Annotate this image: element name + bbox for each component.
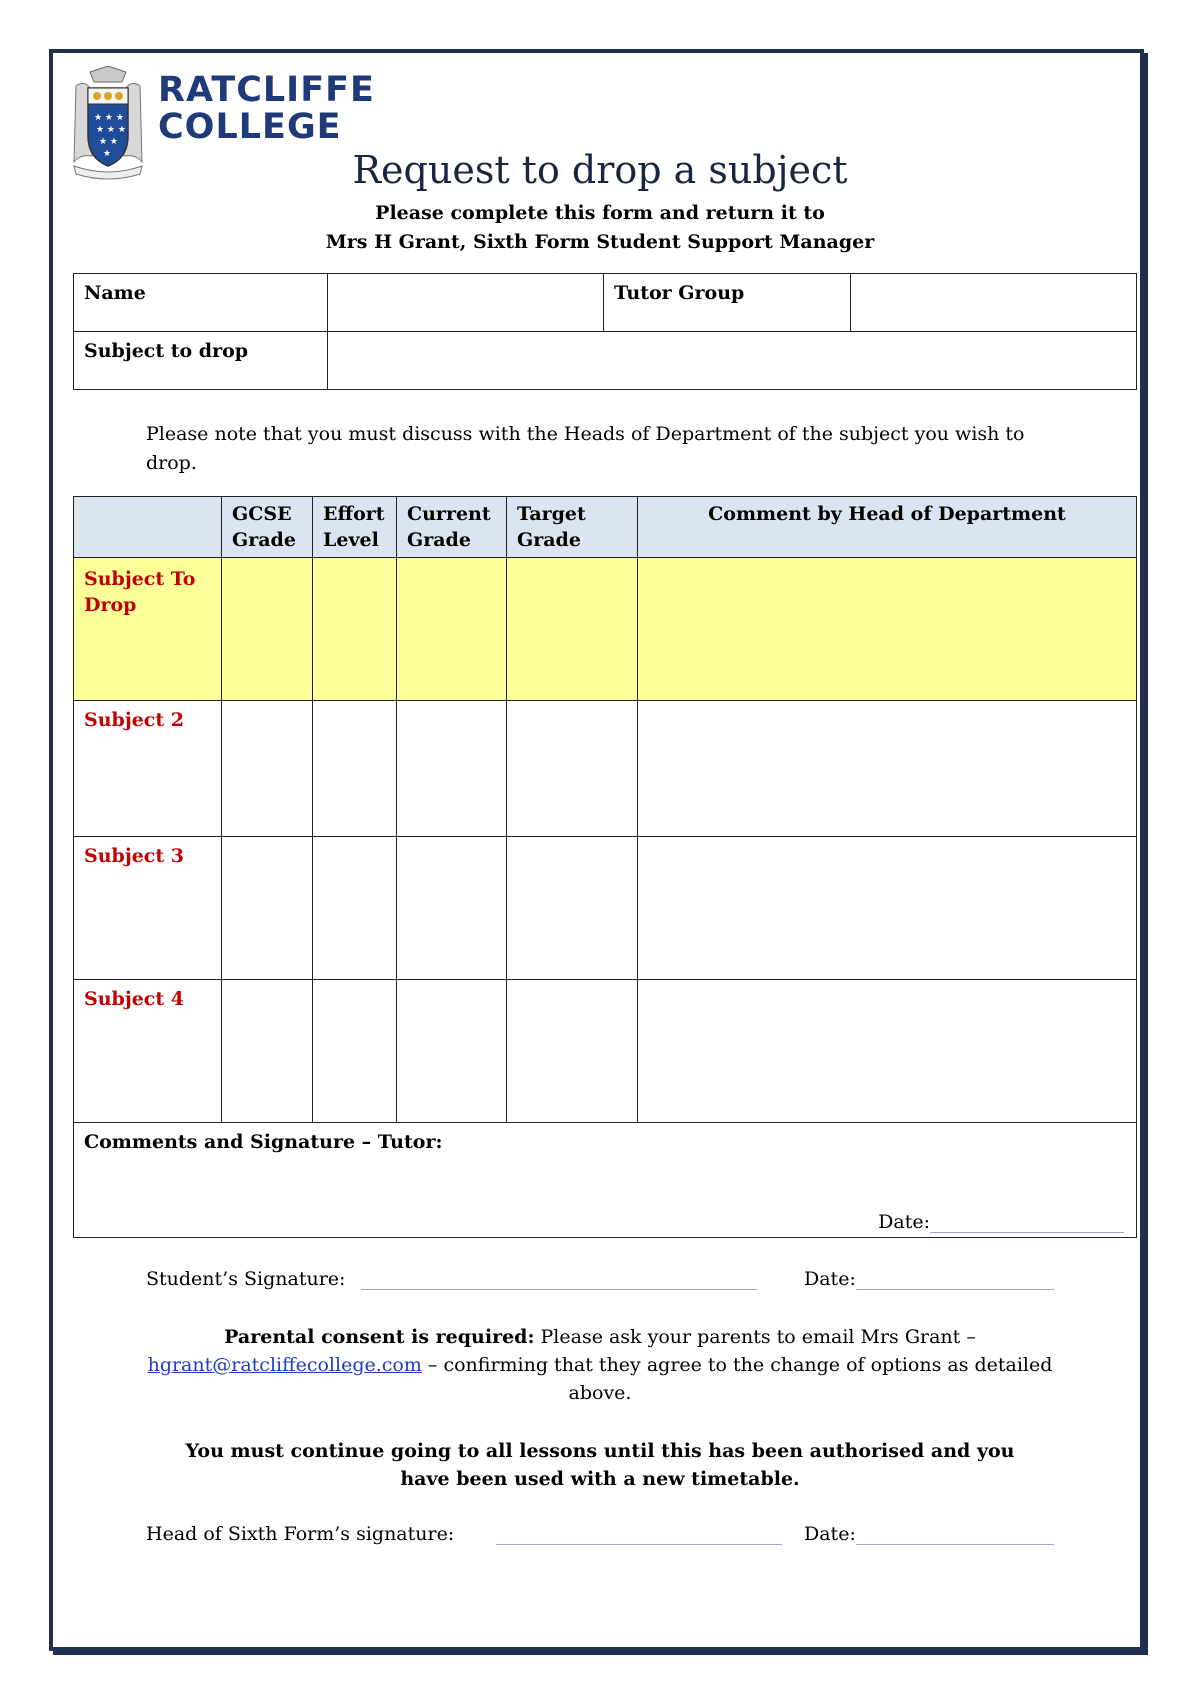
name-label: Name (74, 274, 328, 332)
subject-to-drop-field[interactable] (328, 332, 1137, 390)
svg-text:★ ★: ★ ★ (99, 137, 118, 147)
logo-wordmark: RATCLIFFE COLLEGE (158, 70, 375, 147)
header-comment-hod: Comment by Head of Department (638, 497, 1137, 558)
tutor-date (878, 1211, 1124, 1233)
tutor-comments-row (74, 1123, 1137, 1238)
target-grade-cell[interactable] (507, 980, 638, 1123)
comment-cell[interactable] (638, 980, 1137, 1123)
table-row (74, 558, 1137, 701)
gcse-grade-cell[interactable] (222, 558, 313, 701)
effort-level-cell[interactable] (313, 701, 397, 837)
current-grade-cell[interactable] (397, 980, 507, 1123)
name-field[interactable] (328, 274, 604, 332)
head-signature-line[interactable] (496, 1526, 782, 1545)
head-date-label: Date: (804, 1523, 856, 1545)
comment-cell[interactable] (638, 701, 1137, 837)
svg-text:★ ★ ★: ★ ★ ★ (96, 125, 126, 135)
student-signature-line[interactable] (361, 1271, 757, 1290)
current-grade-cell[interactable] (397, 837, 507, 980)
target-grade-cell[interactable] (507, 701, 638, 837)
header-effort-level: Effort Level (313, 497, 397, 558)
table-row (74, 980, 1137, 1123)
comment-cell[interactable] (638, 558, 1137, 701)
student-signature-label: Student’s Signature: (146, 1268, 346, 1290)
current-grade-cell[interactable] (397, 701, 507, 837)
header-target-grade: Target Grade (507, 497, 638, 558)
head-signature-row (146, 1523, 782, 1545)
effort-level-cell[interactable] (313, 558, 397, 701)
consent-text-1: Please ask your parents to email Mrs Grant – (534, 1326, 976, 1348)
consent-text-2: – confirming that they agree to the change of options as detailed above. (421, 1354, 1053, 1404)
effort-level-cell[interactable] (313, 980, 397, 1123)
row-subject-2: Subject 2 (74, 701, 222, 837)
tutor-date-label: Date: (878, 1211, 930, 1233)
subject-to-drop-label: Subject to drop (74, 332, 328, 390)
head-signature-label: Head of Sixth Form’s signature: (146, 1523, 455, 1545)
header-blank (74, 497, 222, 558)
target-grade-cell[interactable] (507, 837, 638, 980)
tutor-comments-cell[interactable] (74, 1123, 1137, 1238)
parental-consent (140, 1323, 1060, 1407)
tutor-group-field[interactable] (851, 274, 1137, 332)
page-title: Request to drop a subject (352, 148, 848, 192)
subject-grades-table (73, 496, 1137, 1238)
head-date-row (804, 1523, 1054, 1545)
gcse-grade-cell[interactable] (222, 837, 313, 980)
subtitle-line-1: Please complete this form and return it to (375, 202, 825, 224)
row-subject-3: Subject 3 (74, 837, 222, 980)
tutor-date-line[interactable] (930, 1214, 1124, 1233)
header-gcse-grade: GCSE Grade (222, 497, 313, 558)
gcse-grade-cell[interactable] (222, 980, 313, 1123)
table-row (74, 701, 1137, 837)
header-current-grade: Current Grade (397, 497, 507, 558)
discussion-note: Please note that you must discuss with the Heads of Department of the subject you wish to drop. (146, 423, 1025, 474)
tutor-group-label: Tutor Group (604, 274, 851, 332)
student-details-table (73, 273, 1137, 390)
table-row (74, 837, 1137, 980)
svg-text:★ ★ ★: ★ ★ ★ (94, 113, 124, 123)
gcse-grade-cell[interactable] (222, 701, 313, 837)
head-date-line[interactable] (856, 1526, 1054, 1545)
student-date-label: Date: (804, 1268, 856, 1290)
student-date-line[interactable] (856, 1271, 1054, 1290)
current-grade-cell[interactable] (397, 558, 507, 701)
svg-text:★: ★ (103, 149, 112, 159)
consent-heading: Parental consent is required: (224, 1326, 535, 1348)
effort-level-cell[interactable] (313, 837, 397, 980)
row-subject-to-drop: Subject To Drop (74, 558, 222, 701)
email-link[interactable]: hgrant@ratcliffecollege.com (147, 1354, 422, 1376)
target-grade-cell[interactable] (507, 558, 638, 701)
subtitle-line-2: Mrs H Grant, Sixth Form Student Support Manager (325, 231, 875, 253)
comment-cell[interactable] (638, 837, 1137, 980)
student-date-row (804, 1268, 1054, 1290)
attendance-warning: You must continue going to all lessons until this has been authorised and you have been used with a new timetable. (185, 1440, 1015, 1490)
tutor-comments-label: Comments and Signature – Tutor: (84, 1131, 443, 1153)
student-signature-row (146, 1268, 757, 1290)
row-subject-4: Subject 4 (74, 980, 222, 1123)
